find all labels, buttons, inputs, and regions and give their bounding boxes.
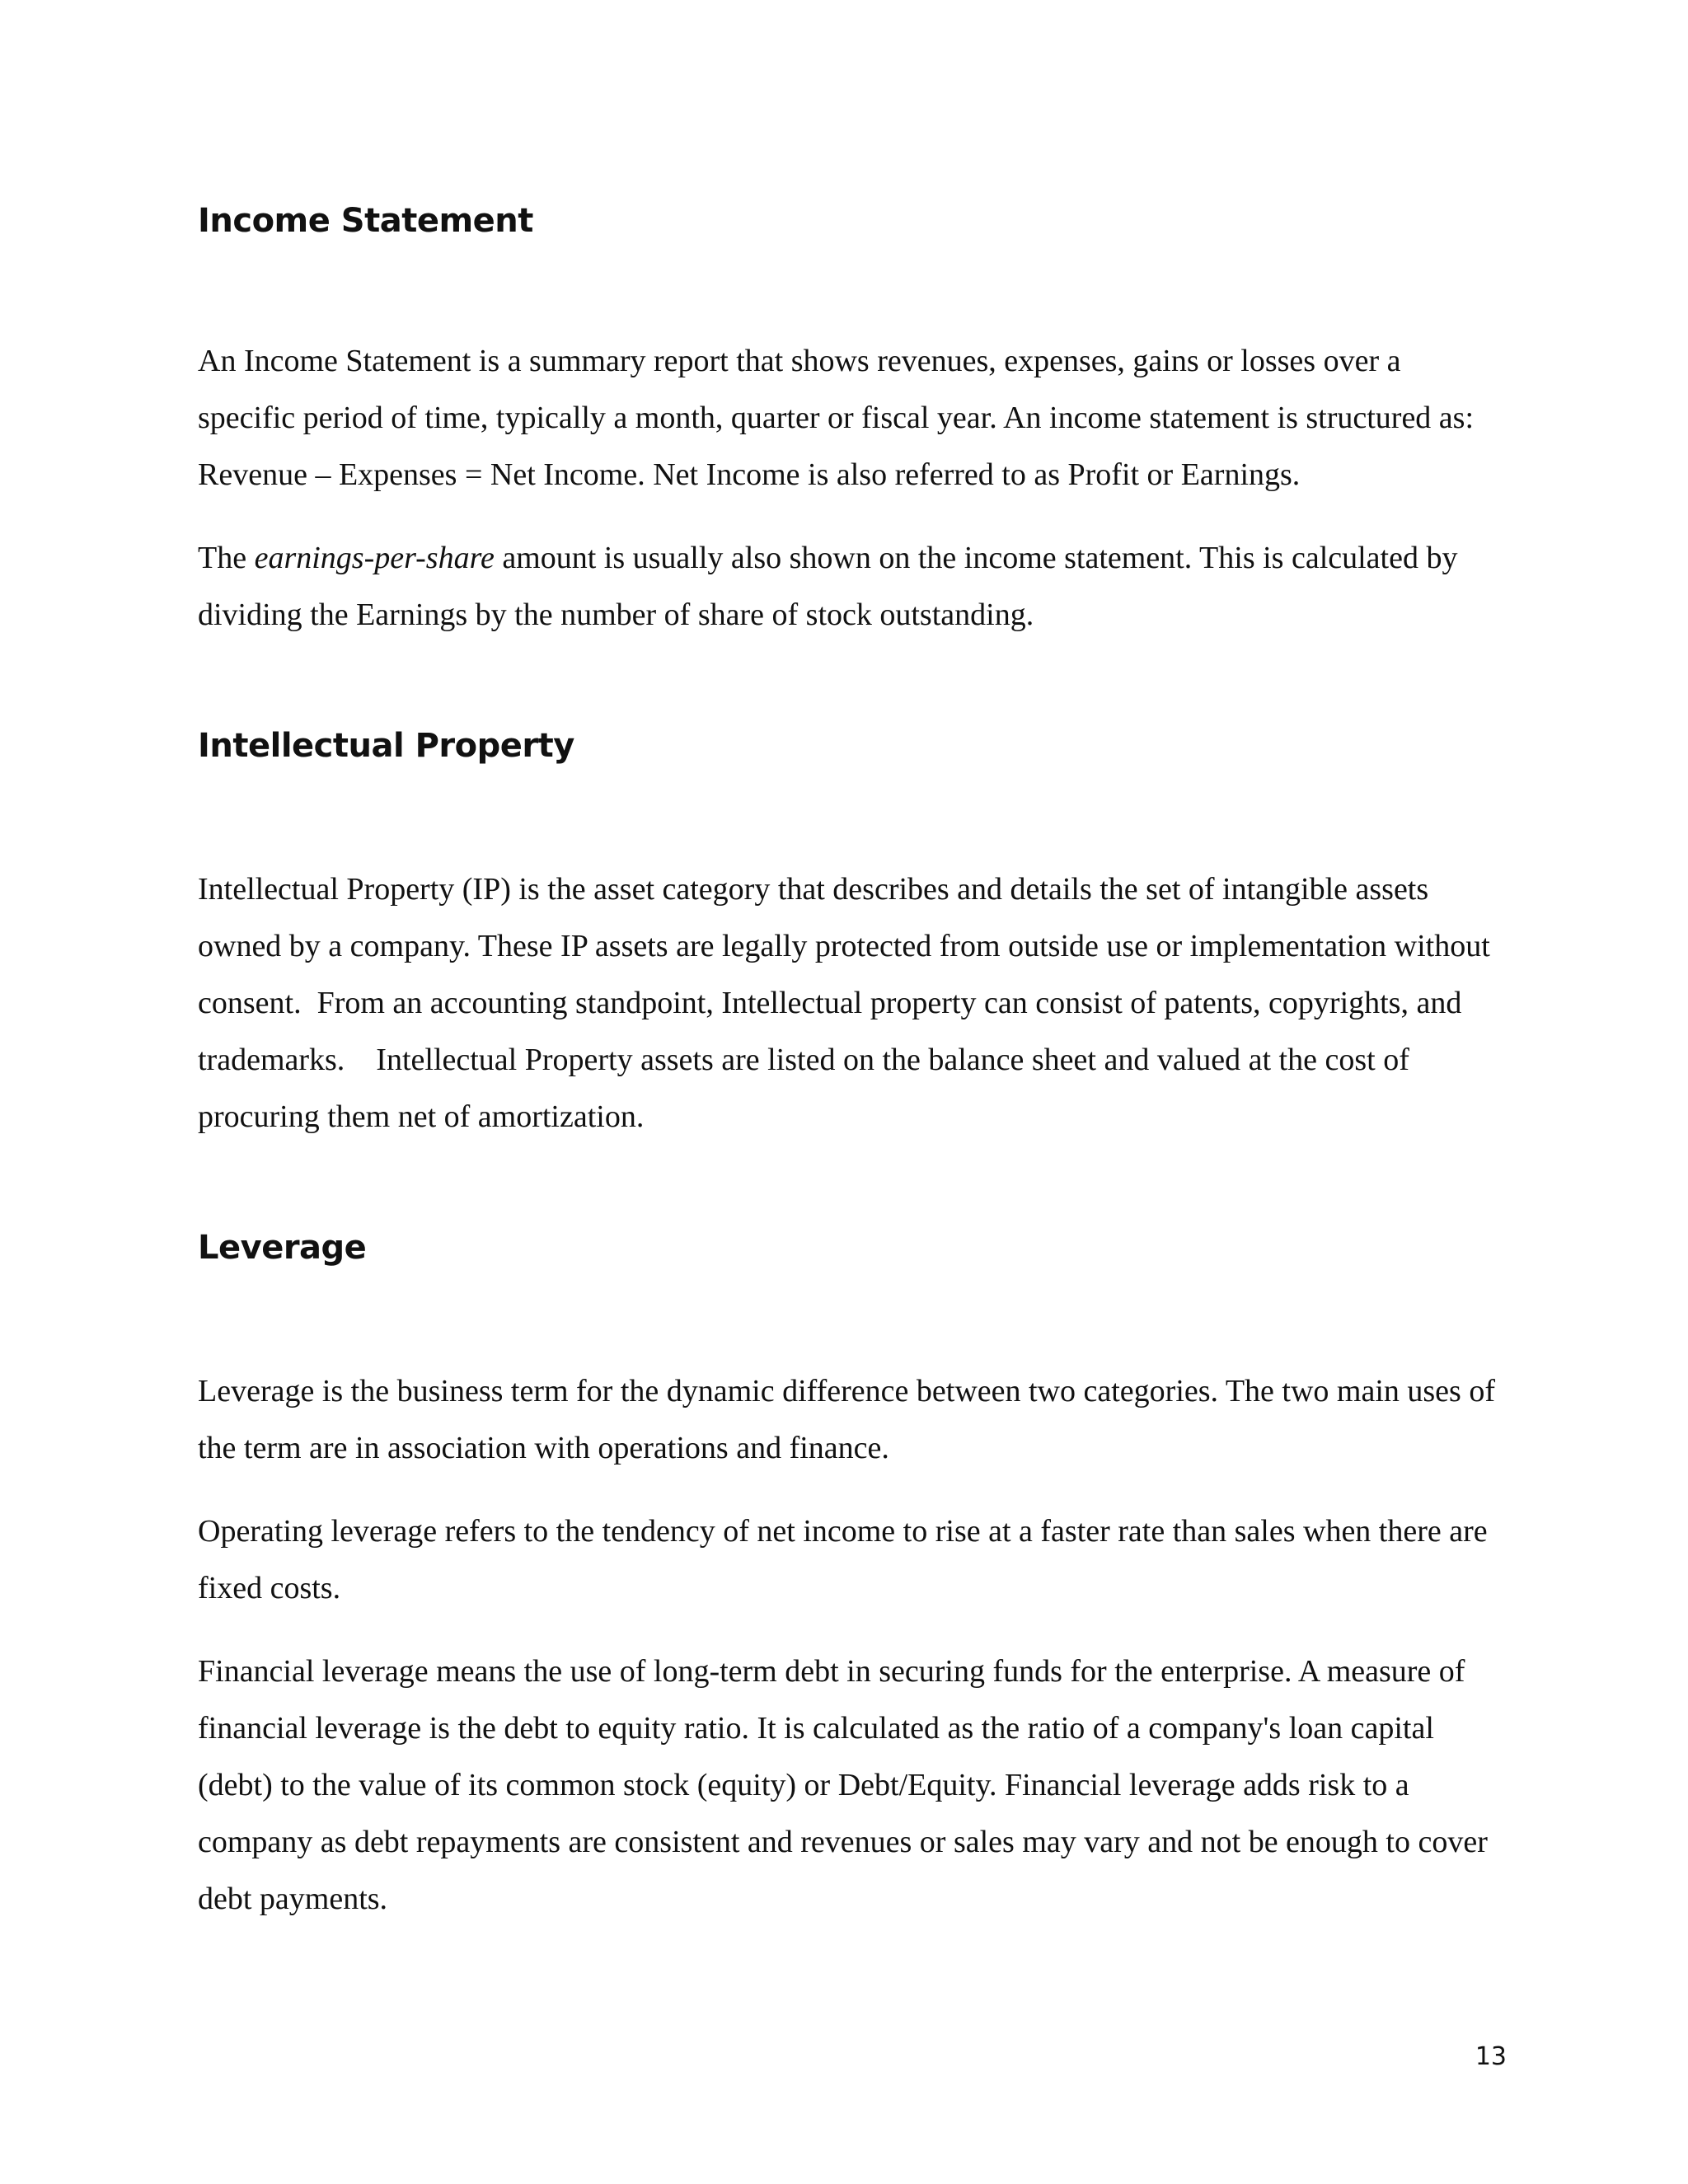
section-heading: Leverage [198, 1229, 367, 1267]
paragraph-text: The [198, 541, 255, 575]
paragraph: Operating leverage refers to the tendency of net income to rise at a faster rate than sales when there are fixed costs. [198, 1514, 1488, 1605]
paragraph: An Income Statement is a summary report that shows revenues, expenses, gains or losses over a specific period of time, typically a month, quarter or fiscal year. An income statement is structured as: Revenue – Expenses = Net Income. Net Income is also referred to as Profit or Earnings. [198, 344, 1475, 492]
page-number: 13 [1475, 2042, 1507, 2071]
paragraph: Intellectual Property (IP) is the asset category that describes and details the set of intangible assets owned by a company. These IP assets are legally protected from outside use or implementation without consent. From an accounting standpoint, Intellectual property can consist of patents, copyrights, and trademarks. Intellectual Property assets are listed on the balance sheet and valued at the cost of procuring them net of amortization. [198, 872, 1498, 1134]
section-income-statement [198, 198, 1500, 644]
paragraph [198, 530, 1500, 644]
section-heading: Income Statement [198, 202, 533, 240]
page-content [198, 191, 1500, 1928]
paragraph-text: amount is usually also shown on the income statement. This is calculated by dividing the Earnings by the number of share of stock outstanding. [198, 541, 1458, 632]
paragraph: Leverage is the business term for the dynamic difference between two categories. The two main uses of the term are in association with operations and finance. [198, 1374, 1495, 1465]
section-intellectual-property [198, 723, 1500, 1146]
section-leverage [198, 1225, 1500, 1928]
paragraph: Financial leverage means the use of long-term debt in securing funds for the enterprise. A measure of financial leverage is the debt to equity ratio. It is calculated as the ratio of a company's loan capital (debt) to the value of its common stock (equity) or Debt/Equity. Financial leverage adds risk to a company as debt repayments are consistent and revenues or sales may vary and not be enough to cover debt payments. [198, 1654, 1488, 1916]
section-heading: Intellectual Property [198, 727, 574, 765]
emphasized-term: earnings-per-share [254, 541, 495, 575]
